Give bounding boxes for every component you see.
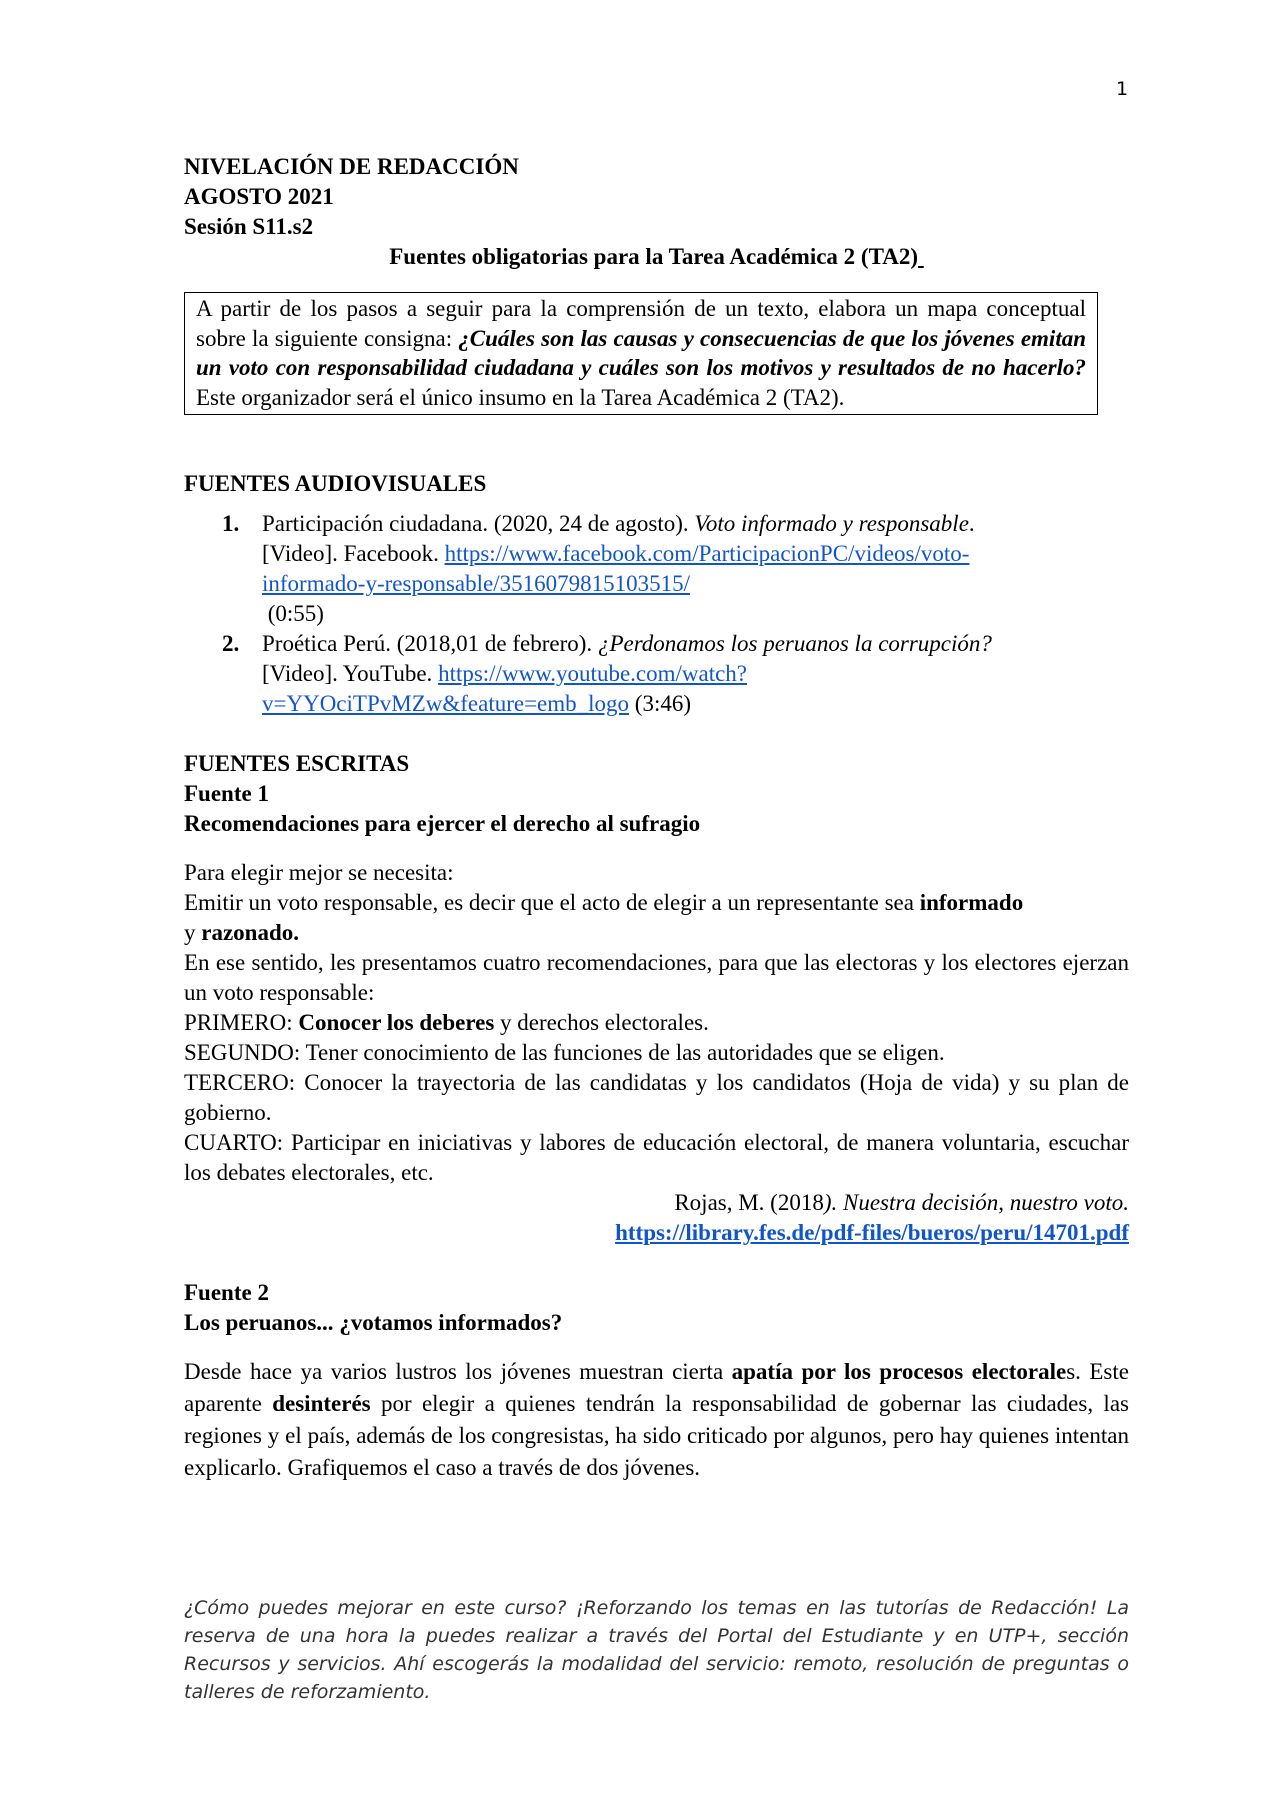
source1-label: Fuente 1: [184, 781, 269, 806]
source1-body: Para elegir mejor se necesita: Emitir un voto responsable, es decir que el acto de elegir a un representante sea informado y razonado. En ese sentido, les presentamos cuatro recomendaciones, para que las electoras y los electores ejerzan un voto responsable: PRIMERO: Conocer los deberes y derechos electorales. SEGUNDO: Tener conocimiento de las funciones de las autoridades que se eligen. TERCERO: Conocer la trayectoria de las candidatas y los candidatos (Hoja de vida) y su plan de gobierno. CUARTO: Participar en iniciativas y labores de educación electoral, de manera voluntaria, escuchar los debates electorales, etc. Rojas, M. (2018). Nuestra decisión, nuestro voto. https://library.fes.de/pdf-files/bueros/peru/14701.pdf: [184, 860, 1129, 1245]
session-label: Sesión S11.s2: [184, 214, 314, 239]
course-title: NIVELACIÓN DE REDACCIÓN: [184, 154, 519, 179]
list-item: 1. Participación ciudadana. (2020, 24 de agosto). Voto informado y responsable. [Video]. Facebook. https://www.facebook.com/ParticipacionPC/videos/voto- informado-y-responsable/3516079815103515/ (0:55): [222, 511, 975, 626]
instruction-box: [184, 292, 1098, 415]
facebook-video-link-cont[interactable]: informado-y-responsable/3516079815103515/: [262, 571, 690, 596]
source1-citation: Rojas, M. (2018). Nuestra decisión, nuestro voto.: [674, 1190, 1129, 1215]
written-heading: FUENTES ESCRITAS: [184, 751, 410, 776]
source1-title: Recomendaciones para ejercer el derecho al sufragio: [184, 811, 701, 836]
source2-label: Fuente 2: [184, 1280, 269, 1305]
facebook-video-link[interactable]: https://www.facebook.com/ParticipacionPC/videos/voto-: [444, 541, 970, 566]
audiovisual-list: [184, 509, 1129, 719]
document-body: [184, 152, 1129, 1484]
youtube-video-link[interactable]: https://www.youtube.com/watch?: [438, 661, 748, 686]
audiovisual-heading: FUENTES AUDIOVISUALES: [184, 471, 487, 496]
source2-title: Los peruanos... ¿votamos informados?: [184, 1310, 563, 1335]
instruction-question: ¿Cuáles son las causas y consecuencias de que los jóvenes emitan un voto con responsabilidad ciudadana y cuáles son los motivos y resultados de no hacerlo?: [196, 325, 1087, 380]
instruction-tail: Este organizador será el único insumo en la Tarea Académica 2 (TA2).: [196, 384, 845, 410]
source2-body: Desde hace ya varios lustros los jóvenes muestran cierta apatía por los procesos electorales. Este aparente desinterés por elegir a quienes tendrán la responsabilidad de gobernar las ciudades, las regiones y el país, además de los congresistas, ha sido criticado por algunos, pero hay quienes intentan explicarlo. Grafiquemos el caso a través de dos jóvenes.: [184, 1359, 1129, 1480]
fes-library-link[interactable]: https://library.fes.de/pdf-files/bueros/peru/14701.pdf: [615, 1220, 1129, 1245]
list-item: 2. Proética Perú. (2018,01 de febrero). ¿Perdonamos los peruanos la corrupción? [Video]. YouTube. https://www.youtube.com/watch? v=YYOciTPvMZw&feature=emb_logo (3:46): [222, 631, 992, 716]
page-number: 1: [1116, 78, 1129, 100]
document-subtitle: Fuentes obligatorias para la Tarea Académica 2 (TA2): [389, 244, 918, 269]
video-duration: (3:46): [629, 691, 692, 716]
course-period: AGOSTO 2021: [184, 184, 334, 209]
youtube-video-link-cont[interactable]: v=YYOciTPvMZw&feature=emb_logo: [262, 691, 630, 716]
instruction-lead: A partir de los pasos a seguir para la comprensión de un texto, elabora un mapa conceptual sobre la siguiente consigna:: [196, 296, 1086, 351]
video-duration: (0:55): [267, 601, 324, 626]
tutoring-note: ¿Cómo puedes mejorar en este curso? ¡Reforzando los temas en las tutorías de Redacción! La reserva de una hora la puedes realizar a través del Portal del Estudiante y en UTP+, sección Recursos y servicios. Ahí escogerás la modalidad del servicio: remoto, resolución de preguntas o talleres de reforzamiento.: [184, 1597, 1129, 1703]
